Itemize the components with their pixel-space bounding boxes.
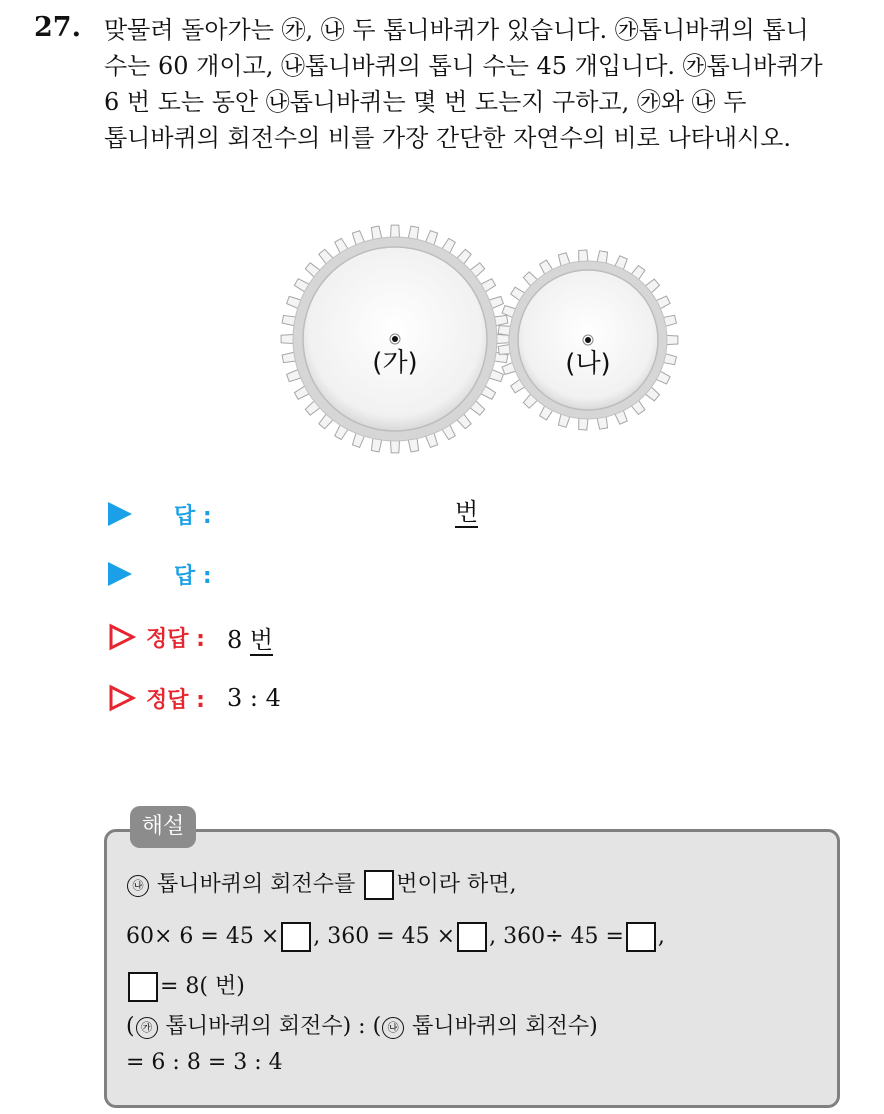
question-text [104, 12, 859, 156]
gear-b-axle [585, 337, 591, 343]
gear-a-axle [392, 336, 398, 342]
play-outline-icon [108, 623, 136, 651]
question-line: 6 번 도는 동안 ㉯톱니바퀴는 몇 번 도는지 구하고, ㉮와 ㉯ 두 [104, 88, 747, 116]
play-icon [108, 562, 132, 586]
question-line: 수는 60 개이고, ㉯톱니바퀴의 톱니 수는 45 개입니다. ㉮톱니바퀴가 [104, 52, 823, 80]
answer-label: 답 : [174, 563, 212, 589]
circled-na-marker: ㉯ [127, 875, 149, 897]
blank-box [128, 972, 158, 1002]
correct-unit: 번 [249, 625, 274, 654]
gear-b-label: (나) [565, 349, 611, 379]
play-icon [108, 502, 132, 526]
explanation-text: 톱니바퀴의 회전수) : ( [165, 1014, 382, 1039]
explanation-tab: 해설 [130, 806, 196, 848]
correct-answer-label: 정답 : [146, 626, 205, 652]
explanation-text: , [657, 924, 665, 949]
explanation-text: 번이라 하면, [396, 872, 517, 897]
explanation-line-5: = 6 : 8 = 3 : 4 [126, 1050, 283, 1075]
explanation-line-1 [126, 870, 517, 900]
explanation-text: ( [126, 1014, 135, 1039]
explanation-text: = 8( 번) [160, 974, 245, 999]
blank-box [626, 922, 656, 952]
answer-label: 답 : [174, 503, 212, 529]
blank-box [364, 870, 394, 900]
play-outline-icon [108, 684, 136, 712]
answer-row-1 [108, 494, 212, 534]
explanation-line-2 [126, 922, 665, 952]
circled-na-marker: ㉯ [382, 1017, 404, 1039]
correct-answer-label: 정답 : [146, 687, 205, 713]
blank-box [281, 922, 311, 952]
blank-box [457, 922, 487, 952]
explanation-line-4 [126, 1012, 598, 1042]
explanation-text: 60× 6 = 45 × [126, 924, 280, 949]
answer-row-2 [108, 554, 212, 594]
correct-answer-row-2 [108, 678, 281, 718]
question-number: 27. [34, 12, 81, 43]
correct-answer-row-1 [108, 617, 273, 657]
circled-ga-marker: ㉮ [136, 1017, 158, 1039]
explanation-text: , 360÷ 45 = [489, 924, 624, 949]
explanation-line-3 [126, 972, 245, 1002]
gear-a-label: (가) [372, 348, 418, 378]
explanation-text: , 360 = 45 × [313, 924, 456, 949]
answer-unit: 번 [455, 498, 479, 526]
gear-b [498, 250, 678, 430]
question-line: 톱니바퀴의 회전수의 비를 가장 간단한 자연수의 비로 나타내시오. [104, 124, 791, 152]
correct-ratio-value: 3 : 4 [226, 684, 281, 712]
explanation-text: 톱니바퀴의 회전수를 [157, 872, 356, 897]
gear-a [281, 225, 509, 453]
explanation-text: 톱니바퀴의 회전수) [412, 1014, 598, 1039]
gears-figure [270, 215, 690, 455]
question-line: 맞물려 돌아가는 ㉮, ㉯ 두 톱니바퀴가 있습니다. ㉮톱니바퀴의 톱니 [104, 16, 809, 44]
correct-answer-value [227, 620, 273, 655]
correct-number: 8 [226, 625, 243, 654]
